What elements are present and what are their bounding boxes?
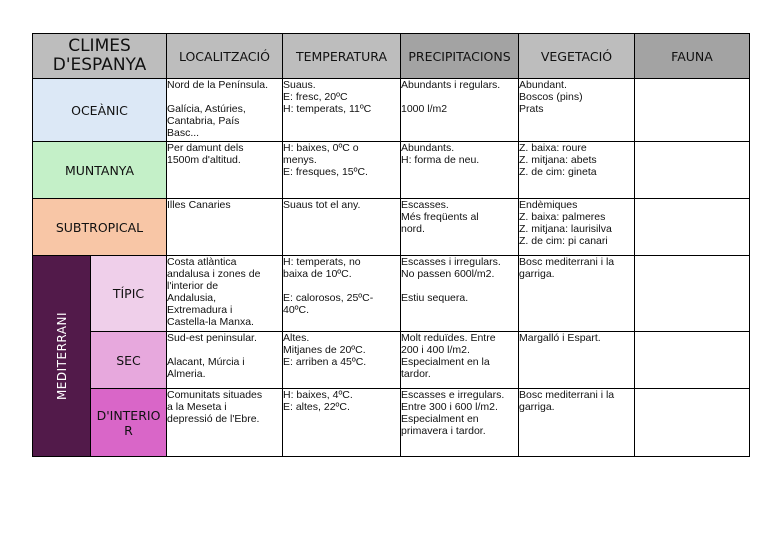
cell-line: Z. de cim: gineta: [519, 166, 597, 178]
cell-line: Z. mitjana: laurisilva: [519, 223, 612, 235]
interior-vegetacio: [519, 389, 635, 457]
oceanic-fauna: [635, 79, 750, 142]
climates-table: [32, 33, 750, 457]
cell-line: E: fresques, 15ºC.: [283, 166, 368, 178]
row-tipic: [33, 256, 750, 332]
cell-line: H: temperats, no: [283, 256, 361, 268]
sec-temperatura: [283, 332, 401, 389]
cell-line: Mitjanes de 20ºC.: [283, 344, 366, 356]
muntanya-fauna: [635, 142, 750, 199]
muntanya-precipitacions: [401, 142, 519, 199]
row-interior: [33, 389, 750, 457]
cell-line: Escasses.: [401, 199, 449, 211]
cell-line: Escasses e irregulars.: [401, 389, 505, 401]
cell-line: Costa atlàntica: [167, 256, 237, 268]
table-title: CLIMES D'ESPANYA: [33, 34, 167, 79]
cell-line: Alacant, Múrcia i: [167, 356, 245, 368]
tipic-vegetacio: [519, 256, 635, 332]
row-sec: [33, 332, 750, 389]
zone-oceanic: OCEÀNIC: [33, 79, 167, 142]
interior-precipitacions: [401, 389, 519, 457]
sec-precipitacions: [401, 332, 519, 389]
oceanic-temperatura: [283, 79, 401, 142]
cell-line: E: calorosos, 25ºC-: [283, 292, 374, 304]
zone-subtropical: SUBTROPICAL: [33, 199, 167, 256]
cell-line: menys.: [283, 154, 317, 166]
cell-line: Per damunt dels: [167, 142, 244, 154]
oceanic-vegetacio: [519, 79, 635, 142]
zone-sec: SEC: [91, 332, 167, 389]
cell-line: Galícia, Astúries,: [167, 103, 246, 115]
cell-line: Bosc mediterrani i la: [519, 389, 615, 401]
cell-line: Comunitats situades: [167, 389, 263, 401]
header-row: [33, 34, 750, 79]
cell-line: Especialment en la: [401, 356, 490, 368]
cell-line: garriga.: [519, 268, 555, 280]
sec-vegetacio: [519, 332, 635, 389]
zone-tipic: TÍPIC: [91, 256, 167, 332]
cell-line: Z. baixa: roure: [519, 142, 587, 154]
subtropical-localitzacio: [167, 199, 283, 256]
oceanic-localitzacio: [167, 79, 283, 142]
cell-line: tardor.: [401, 368, 431, 380]
cell-line: E: arriben a 45ºC.: [283, 356, 367, 368]
interior-fauna: [635, 389, 750, 457]
cell-line: [167, 344, 282, 356]
cell-line: baixa de 10ºC.: [283, 268, 352, 280]
cell-line: depressió de l'Ebre.: [167, 413, 260, 425]
cell-line: [283, 280, 400, 292]
tipic-precipitacions: [401, 256, 519, 332]
cell-line: Cantabria, País: [167, 115, 240, 127]
cell-line: E: altes, 22ºC.: [283, 401, 350, 413]
cell-line: Z. baixa: palmeres: [519, 211, 606, 223]
cell-line: H: temperats, 11ºC: [283, 103, 372, 115]
cell-line: a la Meseta i: [167, 401, 227, 413]
cell-line: 1500m d'altitud.: [167, 154, 241, 166]
sec-fauna: [635, 332, 750, 389]
cell-line: Abundants i regulars.: [401, 79, 501, 91]
zone-mediterrani: [33, 256, 91, 457]
cell-line: Nord de la Península.: [167, 79, 268, 91]
subtropical-temperatura: [283, 199, 401, 256]
muntanya-temperatura: [283, 142, 401, 199]
cell-line: Altes.: [283, 332, 310, 344]
tipic-temperatura: [283, 256, 401, 332]
cell-line: E: fresc, 20ºC: [283, 91, 348, 103]
cell-line: Extremadura i: [167, 304, 233, 316]
cell-line: Castella-la Manxa.: [167, 316, 254, 328]
cell-line: No passen 600l/m2.: [401, 268, 495, 280]
cell-line: primavera i tardor.: [401, 425, 486, 437]
cell-line: Especialment en: [401, 413, 479, 425]
cell-line: Abundant.: [519, 79, 567, 91]
tipic-localitzacio: [167, 256, 283, 332]
cell-line: Més freqüents al: [401, 211, 479, 223]
cell-line: l'interior de: [167, 280, 219, 292]
cell-line: Margalló i Espart.: [519, 332, 601, 344]
cell-line: [401, 280, 518, 292]
muntanya-localitzacio: [167, 142, 283, 199]
zone-interior: D'INTERIO R: [91, 389, 167, 457]
oceanic-precipitacions: [401, 79, 519, 142]
zone-muntanya: MUNTANYA: [33, 142, 167, 199]
cell-line: Andalusia,: [167, 292, 217, 304]
cell-line: nord.: [401, 223, 425, 235]
cell-line: Abundants.: [401, 142, 455, 154]
muntanya-vegetacio: [519, 142, 635, 199]
cell-line: [167, 91, 282, 103]
cell-line: 40ºC.: [283, 304, 310, 316]
cell-line: [401, 91, 518, 103]
cell-line: Estiu sequera.: [401, 292, 469, 304]
mediterrani-label: MEDITERRANI: [54, 311, 69, 401]
cell-line: H: baixes, 4ºC.: [283, 389, 353, 401]
cell-line: Prats: [519, 103, 544, 115]
cell-line: Suaus tot el any.: [283, 199, 361, 211]
cell-line: Almeria.: [167, 368, 206, 380]
cell-line: Escasses i irregulars.: [401, 256, 501, 268]
row-subtropical: [33, 199, 750, 256]
cell-line: Boscos (pins): [519, 91, 583, 103]
subtropical-vegetacio: [519, 199, 635, 256]
sec-localitzacio: [167, 332, 283, 389]
row-oceanic: [33, 79, 750, 142]
cell-line: garriga.: [519, 401, 555, 413]
interior-temperatura: [283, 389, 401, 457]
header-localitzacio: LOCALITZACIÓ: [167, 34, 283, 79]
interior-localitzacio: [167, 389, 283, 457]
cell-line: Basc...: [167, 127, 200, 139]
cell-line: Z. mitjana: abets: [519, 154, 597, 166]
cell-line: 1000 l/m2: [401, 103, 448, 115]
header-precipitacions: PRECIPITACIONS: [401, 34, 519, 79]
cell-line: Z. de cim: pi canari: [519, 235, 608, 247]
cell-line: Suaus.: [283, 79, 316, 91]
subtropical-precipitacions: [401, 199, 519, 256]
cell-line: Bosc mediterrani i la: [519, 256, 615, 268]
cell-line: H: forma de neu.: [401, 154, 480, 166]
cell-line: H: baixes, 0ºC o: [283, 142, 359, 154]
header-vegetacio: VEGETACIÓ: [519, 34, 635, 79]
cell-line: Molt reduïdes. Entre: [401, 332, 496, 344]
cell-line: Entre 300 i 600 l/m2.: [401, 401, 498, 413]
cell-line: Sud-est peninsular.: [167, 332, 257, 344]
tipic-fauna: [635, 256, 750, 332]
header-temperatura: TEMPERATURA: [283, 34, 401, 79]
subtropical-fauna: [635, 199, 750, 256]
row-muntanya: [33, 142, 750, 199]
cell-line: 200 i 400 l/m2.: [401, 344, 470, 356]
header-fauna: FAUNA: [635, 34, 750, 79]
cell-line: andalusa i zones de: [167, 268, 261, 280]
cell-line: Endèmiques: [519, 199, 578, 211]
cell-line: Illes Canaries: [167, 199, 231, 211]
